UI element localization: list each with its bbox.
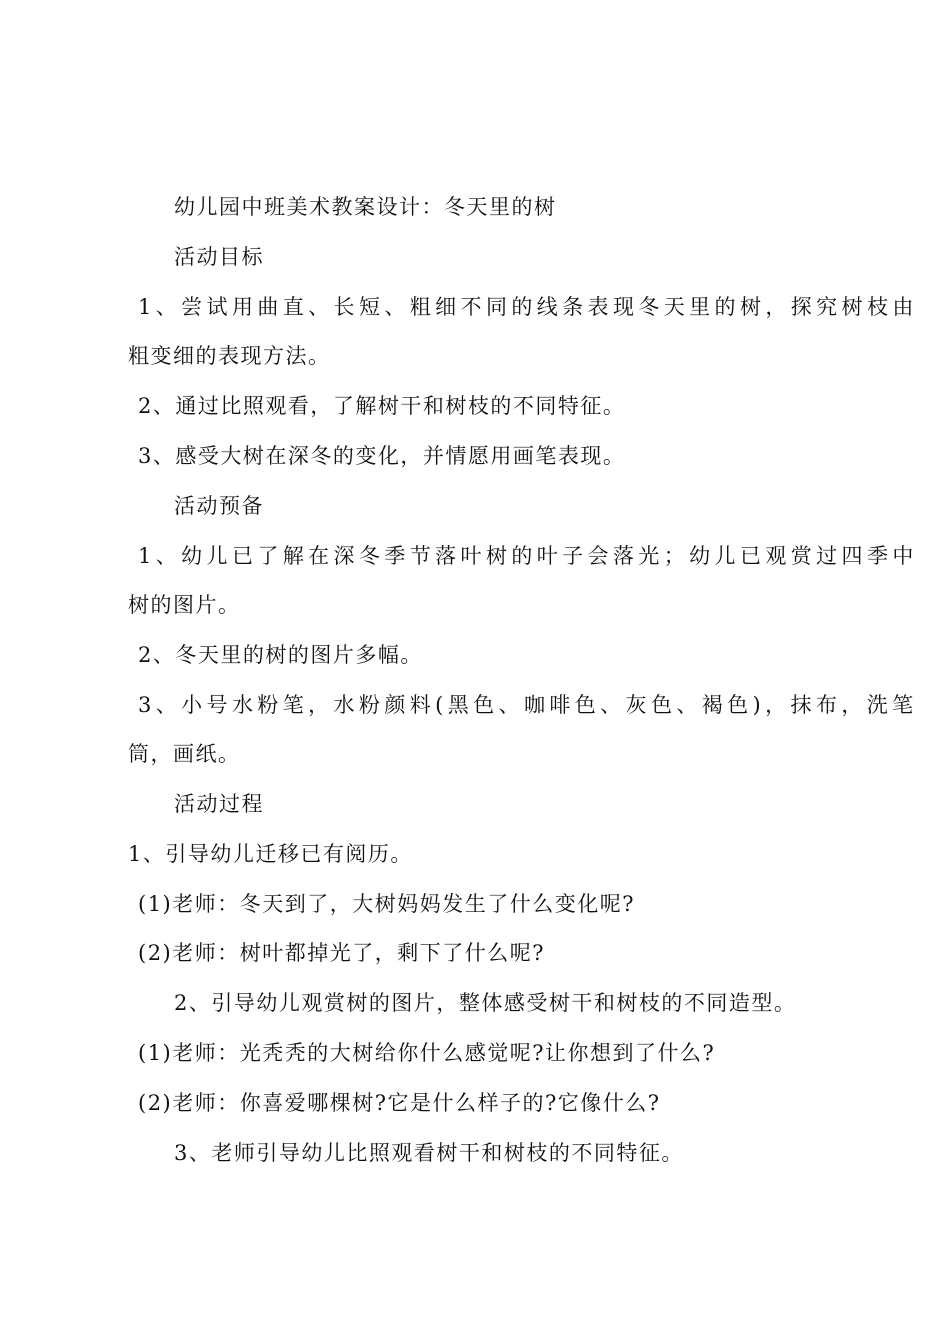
process-line-7: 3、老师引导幼儿比照观看树干和树枝的不同特征。 bbox=[174, 1141, 684, 1165]
goal-item-1-line-2: 粗变细的表现方法。 bbox=[128, 344, 331, 368]
goal-item-3: 3、感受大树在深冬的变化，并情愿用画笔表现。 bbox=[138, 444, 626, 468]
process-line-3: (2)老师：树叶都掉光了，剩下了什么呢? bbox=[138, 941, 546, 965]
prep-item-1-line-2: 树的图片。 bbox=[128, 593, 241, 617]
goal-item-1-line-1: 1、尝试用曲直、长短、粗细不同的线条表现冬天里的树，探究树枝由 bbox=[138, 295, 918, 319]
process-line-1: 1、引导幼儿迁移已有阅历。 bbox=[128, 842, 413, 866]
process-line-6: (2)老师：你喜爱哪棵树?它是什么样子的?它像什么? bbox=[138, 1091, 661, 1115]
document-title: 幼儿园中班美术教案设计：冬天里的树 bbox=[174, 195, 557, 219]
process-line-5: (1)老师：光秃秃的大树给你什么感觉呢?让你想到了什么? bbox=[138, 1041, 716, 1065]
section-heading-process: 活动过程 bbox=[174, 792, 264, 816]
process-line-2: (1)老师：冬天到了，大树妈妈发生了什么变化呢? bbox=[138, 892, 636, 916]
goal-item-2: 2、通过比照观看，了解树干和树枝的不同特征。 bbox=[138, 394, 626, 418]
process-line-4: 2、引导幼儿观赏树的图片，整体感受树干和树枝的不同造型。 bbox=[174, 991, 797, 1015]
section-heading-preparation: 活动预备 bbox=[174, 494, 264, 518]
prep-item-3-line-1: 3、小号水粉笔，水粉颜料(黑色、咖啡色、灰色、褐色)，抹布，洗笔 bbox=[138, 693, 918, 717]
section-heading-goals: 活动目标 bbox=[174, 245, 264, 269]
prep-item-1-line-1: 1、幼儿已了解在深冬季节落叶树的叶子会落光；幼儿已观赏过四季中 bbox=[138, 544, 918, 568]
prep-item-2: 2、冬天里的树的图片多幅。 bbox=[138, 643, 423, 667]
prep-item-3-line-2: 筒，画纸。 bbox=[128, 742, 241, 766]
